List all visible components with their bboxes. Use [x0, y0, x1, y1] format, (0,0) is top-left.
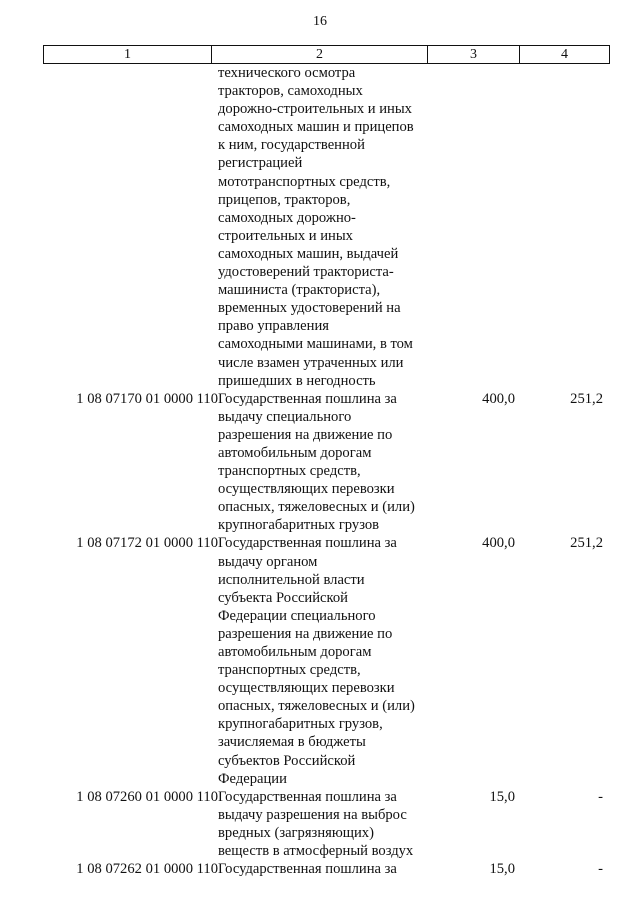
description-line: самоходных машин, выдачей: [218, 245, 399, 262]
description-line: разрешения на движение по: [218, 426, 393, 443]
description-line: исполнительной власти: [218, 571, 365, 588]
description-line: зачисляемая в бюджеты: [218, 734, 366, 751]
row-description: [218, 64, 428, 390]
description-line: опасных, тяжеловесных и (или): [218, 698, 415, 715]
description-line: удостоверений тракториста-: [218, 264, 394, 281]
page-number: 16: [313, 14, 327, 29]
description-line: Государственная пошлина за: [218, 788, 397, 805]
description-line: Федерации специального: [218, 607, 376, 624]
description-line: вредных (загрязняющих): [218, 824, 374, 841]
description-line: машиниста (тракториста),: [218, 282, 381, 299]
description-line: субъектов Российской: [218, 752, 356, 769]
row-value-col3: 400,0: [482, 535, 515, 552]
description-line: к ним, государственной: [218, 137, 365, 154]
table-row: [43, 534, 609, 787]
row-description: [218, 860, 428, 878]
description-line: выдачу разрешения на выброс: [218, 806, 407, 823]
row-description: [218, 788, 428, 860]
description-line: самоходными машинами, в том: [218, 336, 413, 353]
column-header-table: [43, 45, 610, 64]
table-row: [43, 64, 609, 390]
description-line: регистрацией: [218, 155, 303, 172]
column-header-4: 4: [520, 46, 610, 64]
row-value-col4: -: [598, 788, 603, 805]
description-line: технического осмотра: [218, 65, 356, 81]
row-code: 1 08 07260 01 0000 110: [76, 788, 218, 805]
description-line: самоходных дорожно-: [218, 209, 356, 226]
description-line: веществ в атмосферный воздух: [218, 843, 414, 860]
row-value-col4: 251,2: [570, 535, 603, 552]
description-line: числе взамен утраченных или: [218, 354, 404, 371]
column-header-2: 2: [212, 46, 428, 64]
description-line: разрешения на движение по: [218, 625, 393, 642]
description-line: Государственная пошлина за: [218, 390, 397, 407]
description-line: опасных, тяжеловесных и (или): [218, 499, 415, 516]
description-line: транспортных средств,: [218, 662, 361, 679]
row-description: [218, 534, 428, 787]
description-line: дорожно-строительных и иных: [218, 101, 412, 118]
row-value-col4: 251,2: [570, 390, 603, 407]
description-line: крупногабаритных грузов: [218, 517, 380, 534]
description-line: автомобильным дорогам: [218, 644, 372, 660]
table-row: [43, 390, 609, 535]
description-line: Государственная пошлина за: [218, 861, 397, 878]
description-line: Федерации: [218, 770, 287, 787]
column-header-row: [44, 46, 610, 64]
description-line: Государственная пошлина за: [218, 535, 397, 552]
description-line: крупногабаритных грузов,: [218, 716, 383, 733]
description-line: прицепов, тракторов,: [218, 191, 351, 208]
column-header-1: 1: [44, 46, 212, 64]
row-code: 1 08 07262 01 0000 110: [76, 861, 218, 878]
description-line: осуществляющих перевозки: [218, 680, 395, 697]
description-line: субъекта Российской: [218, 589, 348, 606]
row-value-col4: -: [598, 861, 603, 878]
row-code: 1 08 07172 01 0000 110: [76, 535, 218, 552]
description-line: тракторов, самоходных: [218, 83, 363, 100]
description-line: самоходных машин и прицепов: [218, 119, 414, 136]
row-description: [218, 390, 428, 535]
description-line: выдачу органом: [218, 553, 318, 570]
table-body: [43, 64, 609, 878]
description-line: осуществляющих перевозки: [218, 481, 395, 498]
description-line: автомобильным дорогам: [218, 444, 372, 461]
description-line: пришедших в негодность: [218, 372, 376, 389]
description-line: строительных и иных: [218, 227, 353, 244]
column-header-3: 3: [428, 46, 520, 64]
description-line: выдачу специального: [218, 408, 352, 425]
description-line: мототранспортных средств,: [218, 173, 391, 190]
row-code: 1 08 07170 01 0000 110: [76, 390, 218, 407]
description-line: временных удостоверений на: [218, 300, 401, 317]
table-row: [43, 860, 609, 878]
row-value-col3: 15,0: [489, 788, 515, 805]
description-line: право управления: [218, 318, 329, 335]
table-row: [43, 788, 609, 860]
row-value-col3: 400,0: [482, 390, 515, 407]
row-value-col3: 15,0: [489, 861, 515, 878]
description-line: транспортных средств,: [218, 463, 361, 480]
